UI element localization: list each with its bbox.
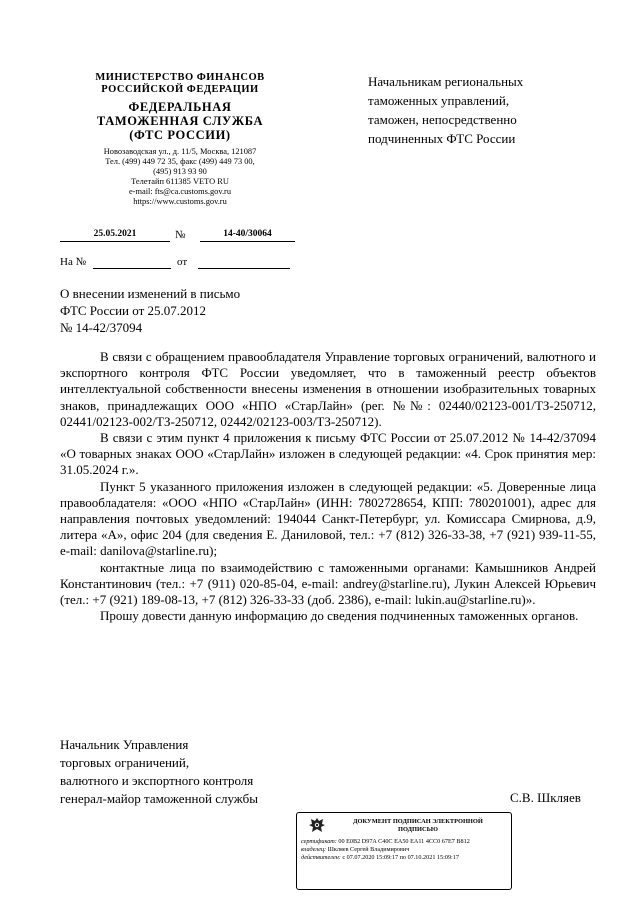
- subject-line: № 14-42/37094: [60, 320, 143, 335]
- letter-body: [60, 349, 596, 624]
- registration-date: 25.05.2021: [60, 229, 170, 242]
- reply-number-blank: [93, 268, 171, 269]
- service-line: (ФТС РОССИИ): [129, 128, 231, 142]
- owner-value: Шкляев Сергей Владимирович: [327, 846, 410, 853]
- body-paragraph: В связи с обращением правообладателя Управление торговых ограничений, валютного и экспортного контроля ФТС России уведомляет, что в таможенный реестр объектов интеллектуальной собственности внесены изменения в отношении изобразительных товарных знаков, принадлежащих ООО «НПО «СтарЛайн» (рег. №№: 02440/02123-001/ТЗ-250712, 02441/02123-002/ТЗ-250712, 02442/02123-003/ТЗ-250712).: [60, 349, 596, 429]
- ministry-line: МИНИСТЕРСТВО ФИНАНСОВ: [95, 72, 265, 83]
- contacts-block: [60, 147, 300, 207]
- teletype: Телетайп 611385 VETO RU: [131, 177, 229, 186]
- eagle-emblem-icon: [307, 816, 327, 836]
- position-line: генерал-майор таможенной службы: [60, 791, 258, 806]
- letterhead: [60, 72, 300, 207]
- phone: Тел. (499) 449 72 35, факс (499) 449 73 00,: [105, 157, 255, 166]
- signatory-position: [60, 736, 360, 808]
- stamp-title-line: ДОКУМЕНТ ПОДПИСАН ЭЛЕКТРОННОЙ: [353, 818, 483, 825]
- address: Новозаводская ул., д. 11/5, Москва, 121087: [103, 147, 257, 156]
- certificate-value: 00 E0B2 D97A C40C EA50 EA11 4CC0 67E7 B812: [338, 838, 470, 845]
- signatory-name: С.В. Шкляев: [510, 790, 581, 805]
- body-paragraph: В связи с этим пункт 4 приложения к письму ФТС России от 25.07.2012 № 14-42/37094 «О товарных знаках ООО «СтарЛайн» изложен в следующей редакции: «4. Срок принятия мер: 31.05.2024 г.».: [60, 430, 596, 478]
- owner-label: владелец:: [301, 846, 327, 853]
- position-line: торговых ограничений,: [60, 755, 190, 770]
- from-label: от: [177, 256, 188, 268]
- subject: [60, 285, 320, 336]
- reply-reference-line: [60, 256, 300, 272]
- ministry-name: [60, 72, 300, 96]
- service-name: [60, 100, 300, 142]
- addressee-line: подчиненных ФТС России: [368, 131, 516, 146]
- registration-line: [60, 229, 300, 245]
- stamp-title: [331, 818, 505, 834]
- stamp-validity: [301, 854, 507, 862]
- website: https://www.customs.gov.ru: [133, 197, 227, 206]
- subject-line: ФТС России от 25.07.2012: [60, 303, 207, 318]
- registration-number: 14-40/30064: [200, 229, 295, 242]
- validity-label: действителен:: [301, 854, 341, 861]
- body-paragraph: Прошу довести данную информацию до сведения подчиненных таможенных органов.: [100, 608, 579, 624]
- service-line: ТАМОЖЕННАЯ СЛУЖБА: [96, 114, 264, 128]
- stamp-certificate: [301, 838, 507, 846]
- position-line: Начальник Управления: [60, 737, 189, 752]
- addressee-line: таможенных управлений,: [368, 93, 510, 108]
- electronic-signature-stamp: [296, 812, 512, 890]
- stamp-header: [301, 816, 507, 838]
- reply-date-blank: [198, 268, 290, 269]
- body-paragraph: Пункт 5 указанного приложения изложен в следующей редакции: «5. Доверенные лица правообладателя: «ООО «НПО «СтарЛайн» (ИНН: 7802728654, КПП: 780201001), адрес для направления почтовых уведомлений: 194044 Санкт-Петербург, ул. Комиссара Смирнова, д.9, литера «А», офис 204 (для сведения Е. Даниловой, тел.: +7 (812) 326-33-38, +7 (921) 939-11-55, e-mail: danilova@starline.ru);: [60, 478, 596, 559]
- number-sign: №: [175, 229, 186, 241]
- validity-value: с 07.07.2020 15:09:17 по 07.10.2021 15:09:17: [342, 854, 459, 861]
- phone: (495) 913 93 90: [153, 167, 207, 176]
- reply-to-label: На №: [60, 256, 87, 268]
- addressee-line: Начальникам региональных: [368, 74, 524, 89]
- body-paragraph: контактные лица по взаимодействию с таможенными органами: Камышников Андрей Константинович (тел.: +7 (911) 020-85-04, e-mail: andrey@starline.ru), Лукин Алексей Юрьевич (тел.: +7 (921) 189-08-13, +7 (812) 326-33-33 (доб. 2386), e-mail: lukin.au@starline.ru)».: [60, 559, 596, 608]
- position-line: валютного и экспортного контроля: [60, 773, 254, 788]
- email: e-mail: fts@ca.customs.gov.ru: [128, 187, 232, 196]
- addressee-line: таможен, непосредственно: [368, 112, 517, 127]
- certificate-label: сертификат:: [301, 838, 337, 845]
- stamp-owner: [301, 846, 507, 854]
- service-line: ФЕДЕРАЛЬНАЯ: [128, 100, 232, 114]
- stamp-title-line: ПОДПИСЬЮ: [398, 826, 438, 833]
- addressee: [368, 72, 608, 148]
- ministry-line: РОССИЙСКОЙ ФЕДЕРАЦИИ: [101, 84, 259, 95]
- subject-line: О внесении изменений в письмо: [60, 286, 241, 301]
